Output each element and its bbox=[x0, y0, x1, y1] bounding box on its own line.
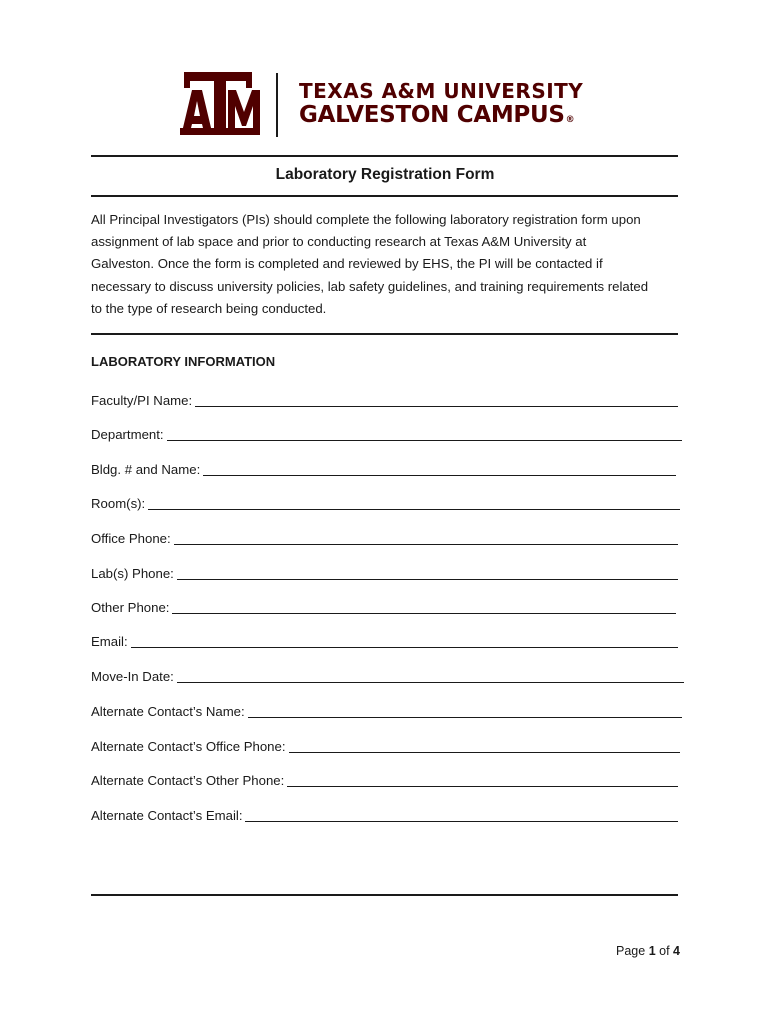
field-other-phone[interactable] bbox=[91, 595, 676, 617]
total-pages: 4 bbox=[673, 944, 680, 958]
intro-line: necessary to discuss university policies, lab safety guidelines, and training requirements related bbox=[91, 278, 649, 294]
field-label: Alternate Contact’s Email: bbox=[91, 808, 243, 823]
field-label: Email: bbox=[91, 634, 128, 649]
alt-contact-office-phone-input[interactable] bbox=[289, 752, 680, 753]
field-label: Alternate Contact’s Name: bbox=[91, 704, 245, 719]
field-building[interactable] bbox=[91, 457, 676, 479]
field-department[interactable] bbox=[91, 422, 682, 444]
field-faculty-pi-name[interactable] bbox=[91, 388, 678, 410]
field-alt-contact-name[interactable] bbox=[91, 699, 682, 721]
field-label: Move-In Date: bbox=[91, 669, 174, 684]
university-name: TEXAS A&M UNIVERSITY bbox=[299, 79, 584, 103]
department-input[interactable] bbox=[167, 440, 682, 441]
logo-divider bbox=[276, 73, 278, 137]
of-word: of bbox=[659, 944, 670, 958]
field-label: Room(s): bbox=[91, 496, 146, 511]
intro-line: All Principal Investigators (PIs) should complete the following laboratory registration form upon bbox=[91, 212, 641, 227]
field-label: Lab(s) Phone: bbox=[91, 566, 174, 581]
building-input[interactable] bbox=[203, 475, 676, 476]
field-label: Department: bbox=[91, 427, 164, 442]
move-in-date-input[interactable] bbox=[177, 682, 684, 683]
office-phone-input[interactable] bbox=[174, 544, 678, 545]
page-number bbox=[616, 944, 680, 958]
divider-intro bbox=[91, 333, 678, 335]
field-label: Faculty/PI Name: bbox=[91, 393, 193, 408]
field-alt-contact-office-phone[interactable] bbox=[91, 734, 680, 756]
field-move-in-date[interactable] bbox=[91, 664, 684, 686]
field-label: Bldg. # and Name: bbox=[91, 462, 201, 477]
email-input[interactable] bbox=[131, 647, 678, 648]
intro-line: to the type of research being conducted. bbox=[91, 300, 327, 316]
field-rooms[interactable] bbox=[91, 491, 680, 513]
section-heading: LABORATORY INFORMATION bbox=[91, 354, 276, 369]
alt-contact-email-input[interactable] bbox=[245, 821, 678, 822]
campus-name bbox=[299, 102, 574, 128]
intro-line: assignment of lab space and prior to conducting research at Texas A&M University at bbox=[91, 234, 587, 250]
alt-contact-other-phone-input[interactable] bbox=[287, 786, 678, 787]
intro-line: Galveston. Once the form is completed and reviewed by EHS, the PI will be contacted if bbox=[91, 256, 603, 272]
other-phone-input[interactable] bbox=[172, 613, 676, 614]
alt-contact-name-input[interactable] bbox=[248, 717, 682, 718]
field-alt-contact-email[interactable] bbox=[91, 803, 678, 825]
field-office-phone[interactable] bbox=[91, 526, 678, 548]
divider-top bbox=[91, 155, 678, 157]
field-email[interactable] bbox=[91, 629, 678, 651]
tamu-logo-icon bbox=[180, 70, 260, 138]
field-label: Other Phone: bbox=[91, 600, 170, 615]
current-page: 1 bbox=[648, 944, 656, 958]
field-label: Alternate Contact’s Other Phone: bbox=[91, 773, 285, 788]
divider-title bbox=[91, 195, 678, 197]
field-alt-contact-other-phone[interactable] bbox=[91, 768, 678, 790]
field-label: Alternate Contact’s Office Phone: bbox=[91, 739, 286, 754]
divider-bottom bbox=[91, 894, 678, 896]
intro-paragraph bbox=[91, 209, 691, 320]
rooms-input[interactable] bbox=[148, 509, 680, 510]
registered-mark: ® bbox=[565, 115, 575, 125]
field-label: Office Phone: bbox=[91, 531, 171, 546]
page-title: Laboratory Registration Form bbox=[275, 166, 495, 183]
page-word: Page bbox=[616, 944, 646, 958]
field-lab-phone[interactable] bbox=[91, 561, 678, 583]
faculty-pi-name-input[interactable] bbox=[195, 406, 678, 407]
lab-phone-input[interactable] bbox=[177, 579, 678, 580]
campus-name-text: GALVESTON CAMPUS bbox=[299, 102, 565, 128]
